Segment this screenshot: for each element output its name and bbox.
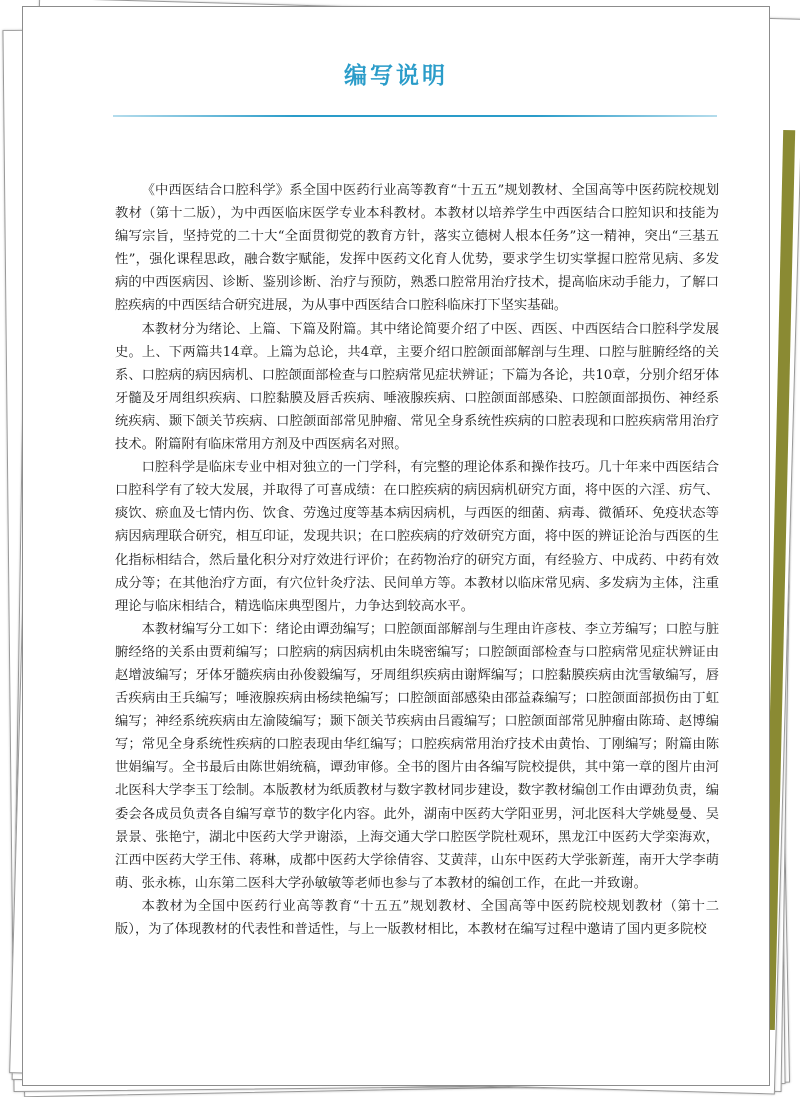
- paragraph: 本教材编写分工如下：绪论由谭劲编写；口腔颌面部解剖与生理由许彦枝、李立芳编写；口腔与脏腑经络的关系由贾莉编写；口腔病的病因病机由朱晓密编写；口腔颌面部检查与口腔病常见症状辨证由赵增波编写；牙体牙髓疾病由孙俊毅编写，牙周组织疾病由谢辉编写；口腔黏膜疾病由沈雪敏编写，唇舌疾病由王兵编写；唾液腺疾病由杨续艳编写；口腔颌面部感染由邵益森编写；口腔颌面部损伤由丁虹编写；神经系统疾病由左渝陵编写；颞下颌关节疾病由吕霞编写；口腔颌面部常见肿瘤由陈琦、赵博编写；常见全身系统性疾病的口腔表现由华红编写；口腔疾病常用治疗技术由黄怡、丁刚编写；附篇由陈世娟编写。全书最后由陈世娟统稿，谭劲审修。全书的图片由各编写院校提供，其中第一章的图片由河北医科大学李玉丁绘制。本版教材为纸质教材与数字教材同步建设，数字教材编创工作由谭劲负责，编委会各成员负责各自编写章节的数字化内容。此外，湖南中医药大学阳亚男，河北医科大学姚曼曼、吴景景、张艳宁，湖北中医药大学尹谢添，上海交通大学口腔医学院杜观环，黑龙江中医药大学栾海欢，江西中医药大学王伟、蒋琳，成都中医药大学徐倩容、艾黄萍，山东中医药大学张新莲，南开大学李萌萌、张永栋，山东第二医科大学孙敏敏等老师也参与了本教材的编创工作，在此一并致谢。: [115, 621, 719, 891]
- paragraph: 《中西医结合口腔科学》系全国中医药行业高等教育“十五五”规划教材、全国高等中医药院校规划教材（第十二版），为中西医临床医学专业本科教材。本教材以培养学生中西医结合口腔知识和技能为编写宗旨，坚持党的二十大“全面贯彻党的教育方针，落实立德树人根本任务”这一精神，突出“三基五性”，强化课程思政，融合数字赋能，发挥中医药文化育人优势，要求学生切实掌握口腔常见病、多发病的中西医病因、诊断、鉴别诊断、治疗与预防，熟悉口腔常用治疗技术，提高临床动手能力，了解口腔疾病的中西医结合研究进展，为从事中西医结合口腔科临床打下坚实基础。: [115, 183, 719, 314]
- page-title: 编写说明: [344, 63, 448, 89]
- document-page: [22, 6, 770, 1086]
- paragraph: 本教材分为绪论、上篇、下篇及附篇。其中绪论简要介绍了中医、西医、中西医结合口腔科学发展史。上、下两篇共14章。上篇为总论，共4章，主要介绍口腔颌面部解剖与生理、口腔与脏腑经络的关系、口腔病的病因病机、口腔颌面部检查与口腔病常见症状辨证；下篇为各论，共10章，分别介绍牙体牙髓及牙周组织疾病、口腔黏膜及唇舌疾病、唾液腺疾病、口腔颌面部感染、口腔颌面部损伤、神经系统疾病、颞下颌关节疾病、口腔颌面部常见肿瘤、常见全身系统性疾病的口腔表现和口腔疾病常用治疗技术。附篇附有临床常用方剂及中西医病名对照。: [115, 321, 719, 453]
- title-divider: [113, 115, 717, 117]
- body-text: [115, 179, 719, 941]
- paragraph: 本教材为全国中医药行业高等教育“十五五”规划教材、全国高等中医药院校规划教材（第十二版），为了体现教材的代表性和普适性，与上一版教材相比，本教材在编写过程中邀请了国内更多院校: [115, 898, 719, 937]
- paragraph: 口腔科学是临床专业中相对独立的一门学科，有完整的理论体系和操作技巧。几十年来中西医结合口腔科学有了较大发展，并取得了可喜成绩：在口腔疾病的病因病机研究方面，将中医的六淫、疠气、痰饮、瘀血及七情内伤、饮食、劳逸过度等基本病因病机，与西医的细菌、病毒、微循环、免疫状态等病因病理联合研究，相互印证，发现共识；在口腔疾病的疗效研究方面，将中医的辨证论治与西医的生化指标相结合，然后量化积分对疗效进行评价；在药物治疗的研究方面，有经验方、中成药、中药有效成分等；在其他治疗方面，有穴位针灸疗法、民间单方等。本教材以临床常见病、多发病为主体，注重理论与临床相结合，精选临床典型图片，力争达到较高水平。: [115, 460, 719, 614]
